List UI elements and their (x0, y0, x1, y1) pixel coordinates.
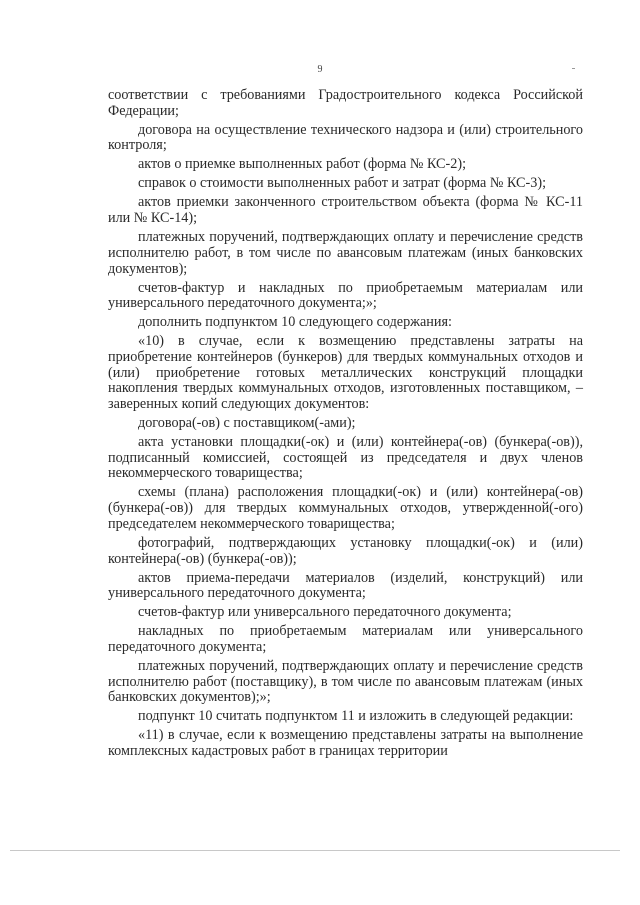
paragraph: фотографий, подтверждающих установку площадки(-ок) и (или) контейнера(-ов) (бункера(-ов)); (108, 534, 583, 567)
paragraph: соответствии с требованиями Градостроительного кодекса Российской Федерации; (108, 87, 583, 119)
page-number: 9 (317, 64, 323, 75)
paragraph: накладных по приобретаемым материалам или универсального передаточного документа; (108, 623, 583, 655)
paragraph: счетов-фактур или универсального передаточного документа; (138, 604, 512, 621)
document-body (108, 88, 583, 760)
paragraph: договора(-ов) с поставщиком(-ами); (138, 415, 356, 432)
paragraph: «11) в случае, если к возмещению представлены затраты на выполнение комплексных кадастровых работ в границах территории (108, 727, 583, 760)
paragraph: актов о приемке выполненных работ (форма № КС-2); (138, 156, 467, 173)
paragraph: акта установки площадки(-ок) и (или) контейнера(-ов) (бункера(-ов)), подписанный комиссией, состоящей из председателя и двух членов некоммерческого товарищества; (108, 434, 583, 482)
paragraph: «10) в случае, если к возмещению представлены затраты на приобретение контейнеров (бункеров) для твердых коммунальных отходов и (или) приобретение готовых металлических конструкций площадки накопления твердых коммунальных отходов, изготовленных поставщиком, – заверенных копий следующих документов: (108, 333, 583, 413)
paragraph: схемы (плана) расположения площадки(-ок) и (или) контейнера(-ов) (бункера(-ов)) для твердых коммунальных отходов, утвержденной(-ого) председателем некоммерческого товарищества; (108, 484, 583, 532)
paragraph: актов приемки законченного строительством объекта (форма № КС-11 или № КС-14); (108, 194, 583, 227)
paragraph: платежных поручений, подтверждающих оплату и перечисление средств исполнителю работ, в том числе по авансовым платежам (иных банковских документов); (108, 229, 583, 277)
paragraph: актов приема-передачи материалов (изделий, конструкций) или универсального передаточного документа; (108, 569, 583, 602)
paragraph: дополнить подпунктом 10 следующего содержания: (138, 314, 452, 331)
paragraph: справок о стоимости выполненных работ и затрат (форма № КС-3); (138, 175, 547, 192)
scan-mark (572, 68, 575, 69)
page-divider (10, 850, 620, 851)
paragraph: договора на осуществление технического надзора и (или) строительного контроля; (108, 121, 583, 154)
paragraph: платежных поручений, подтверждающих оплату и перечисление средств исполнителю работ (поставщику), в том числе по авансовым платежам (иных банковских документов);»; (108, 657, 583, 706)
paragraph: подпункт 10 считать подпунктом 11 и изложить в следующей редакции: (138, 708, 574, 725)
paragraph: счетов-фактур и накладных по приобретаемым материалам или универсального передаточного документа;»; (108, 279, 583, 312)
